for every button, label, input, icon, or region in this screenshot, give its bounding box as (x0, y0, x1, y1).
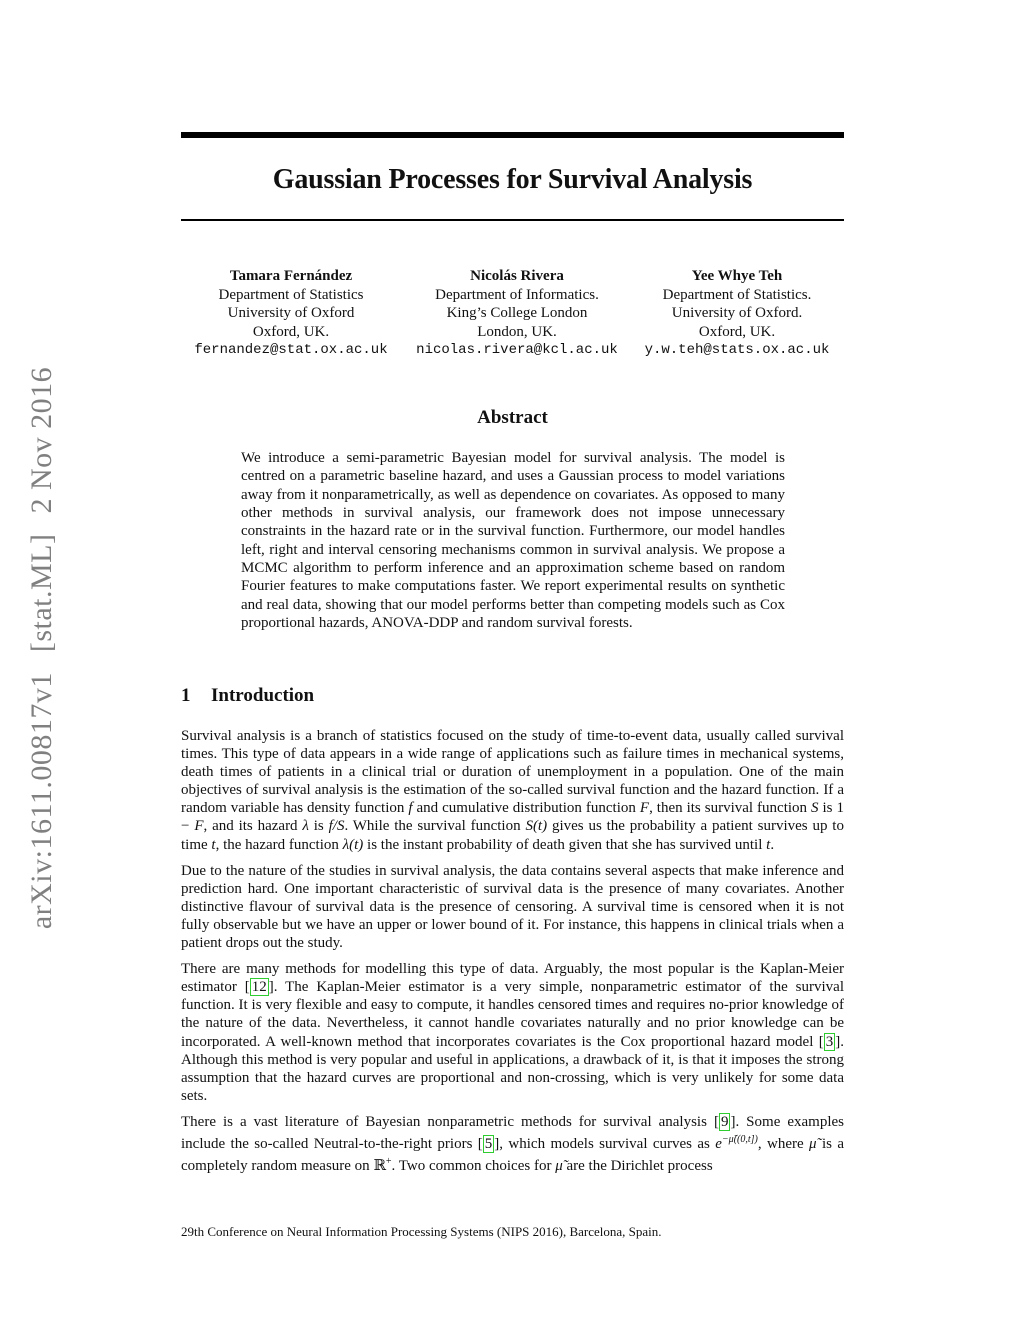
author-affiliation: Oxford, UK. (698, 323, 776, 340)
abstract-heading: Abstract (477, 407, 548, 428)
author-affiliation: Oxford, UK. (252, 323, 330, 340)
text-run: is 1 − (181, 800, 844, 835)
author-3 (617, 267, 857, 360)
text-run: There is a vast literature of Bayesian nonparametric methods for survival analysis (181, 1113, 714, 1130)
math-inline: λ(t) (342, 836, 364, 853)
arxiv-sidebar-stamp (25, 357, 59, 939)
math-inline: F (194, 818, 204, 835)
text-run: . (770, 836, 775, 853)
author-email: fernandez@stat.ox.ac.uk (194, 342, 388, 358)
citation-link[interactable]: 5 (484, 1135, 493, 1152)
math-inline: μ̃ (555, 1158, 563, 1175)
abstract-text: We introduce a semi-parametric Bayesian model for survival analysis. The model is centred on a parametric baseline hazard, and uses a Gaussian process to model variations away from it nonparametrically, as well as dependence on covariates. As opposed to many other methods in survival analysis, our framework does not impose unnecessary constraints in the hazard rate or in the survival function. Furthermore, our model handles left, right and interval censoring mechanisms common in survival analysis. We propose a MCMC algorithm to perform inference and an approximation scheme based on random Fourier features to make computations faster. We report experimental results on synthetic and real data, showing that our model performs better than competing models such as Cox proportional hazards, ANOVA-DDP and random survival forests. (241, 450, 785, 632)
text-run: , and its hazard (203, 818, 303, 835)
author-affiliation: London, UK. (477, 323, 557, 340)
author-affiliation: University of Oxford (227, 305, 355, 321)
text-run: , the hazard function (215, 836, 343, 853)
author-email: nicolas.rivera@kcl.ac.uk (416, 342, 618, 358)
paragraph-3: There are many methods for modelling this type of data. Arguably, the most popular is the Kaplan-Meier estimator [ 12 ]. The Kaplan-Meier estimator is a very simple, nonparametric estimator of the survival function. It is very flexible and easy to compute, it handles censored times and requires no-prior knowledge of the nature of the data. Nevertheless, it cannot handle covariates naturally and no prior knowledge can be incorporated. A well-known method that incorporates covariates is the Cox proportional hazard model [ 3 ]. Although this method is very popular and useful in applications, a drawback of it, is that it imposes the strong assumption that the hazard curves are proportional and non-crossing, which is very unlikely for some data sets. (181, 961, 844, 1104)
text-run: . The Kaplan-Meier estimator is a very simple, nonparametric estimator of the survival function. It is very flexible and easy to compute, it handles censored times and requires no-prior knowledge of the nature of the data. Nevertheless, it cannot handle covariates naturally and no prior knowledge can be incorporated. A well-known method that incorporates covariates is the Cox proportional hazard model (181, 979, 844, 1050)
math-inline: ℝ (373, 1158, 386, 1175)
math-inline: S(t) (525, 818, 548, 835)
math-inline: S (811, 800, 819, 817)
text-run: . Two common choices for (391, 1158, 556, 1175)
text-run: . While the survival function (344, 818, 526, 835)
author-2 (397, 267, 637, 360)
text-run: gives us the probability a patient survives up to time (181, 818, 844, 853)
text-run: There are many methods for modelling this type of data. Arguably, the most popular is the Kaplan-Meier estimator (181, 961, 844, 996)
math-superscript: −μ̃((0,t]) (721, 1133, 758, 1145)
citation-link[interactable]: 3 (825, 1033, 834, 1050)
text-run: and cumulative distribution function (412, 800, 640, 817)
title-bottom-rule (181, 219, 844, 221)
paragraph-4: There is a vast literature of Bayesian nonparametric methods for survival analysis [ 9 ]. Some examples include the so-called Neutral-to-the-right priors [ 5 ], which models survival curves as $e^{-\mũ((0,t])}$, where μ̃ is a completely random measure on ℝ+. Two common choices for μ̃ are the Dirichlet process (181, 1113, 844, 1175)
math-inline: t (766, 836, 771, 853)
arxiv-date: 2 Nov 2016 (25, 366, 58, 514)
author-affiliation: King’s College London (446, 305, 588, 321)
math-inline: λ (302, 818, 309, 835)
math-inline: f/S (328, 818, 345, 835)
math-inline: e (715, 1135, 722, 1152)
author-affiliation: University of Oxford. (671, 305, 803, 321)
math-inline: f (408, 800, 413, 817)
section-title: Introduction (211, 685, 315, 706)
text-run: are the Dirichlet process (562, 1158, 713, 1175)
math-inline: t (211, 836, 216, 853)
paper-title: Gaussian Processes for Survival Analysis (272, 164, 753, 195)
text-run: Survival analysis is a branch of statistics focused on the study of time-to-event data, usually called survival times. This type of data appears in a wide range of applications such as failure times in mechanical systems, death times of patients in a clinical trial or duration of unemployment in a population. One of the main objectives of survival analysis is the estimation of the so-called survival function and the hazard function. If a random variable has density function (181, 728, 844, 817)
math-inline: μ̃ (809, 1135, 817, 1152)
author-name: Nicolás Rivera (470, 268, 564, 284)
author-1 (171, 267, 411, 360)
text-run: , then its survival function (649, 800, 812, 817)
text-run: is the instant probability of death given that she has survived until (363, 836, 767, 853)
math-inline: F (639, 800, 650, 817)
conference-footnote: 29th Conference on Neural Information Processing Systems (NIPS 2016), Barcelona, Spain. (181, 1224, 662, 1239)
text-run: , where (757, 1135, 810, 1152)
title-top-rule (181, 132, 844, 138)
author-affiliation: Department of Statistics. (662, 286, 812, 303)
paragraph-2: Due to the nature of the studies in survival analysis, the data contains several aspects that make inference and prediction hard. One important characteristic of survival data is the presence of many covariates. Another distinctive flavour of survival data is the presence of censoring. A survival time is censored when it is not fully observable but we have an upper or lower bound of it. For instance, this happens in clinical trials when a patient drops out the study. (181, 862, 844, 952)
paragraph-1 (181, 727, 844, 854)
section-heading (181, 684, 314, 708)
author-email: y.w.teh@stats.ox.ac.uk (644, 342, 830, 358)
text-run: is a completely random measure on (181, 1135, 844, 1175)
section-number: 1 (181, 685, 191, 706)
arxiv-id: arXiv:1611.00817v1 (25, 672, 58, 930)
author-name: Tamara Fernández (229, 268, 353, 284)
author-affiliation: Department of Statistics (218, 286, 364, 303)
body-text (181, 727, 844, 1183)
author-name: Yee Whye Teh (691, 268, 783, 284)
citation-link[interactable]: 9 (720, 1113, 729, 1130)
text-run: is (308, 818, 329, 835)
citation-link[interactable]: 12 (251, 979, 267, 996)
text-run: . Although this method is very popular and useful in applications, a drawback of it, is that it imposes the strong assumption that the hazard curves are proportional and non-crossing, which is very unlikely for some data sets. (181, 1033, 844, 1104)
text-run: . Some examples include the so-called Neutral-to-the-right priors (181, 1113, 844, 1152)
arxiv-category: [stat.ML] (25, 533, 58, 653)
math-superscript: + (385, 1156, 392, 1168)
author-affiliation: Department of Informatics. (435, 286, 599, 303)
text-run: , which models survival curves as (499, 1135, 716, 1152)
